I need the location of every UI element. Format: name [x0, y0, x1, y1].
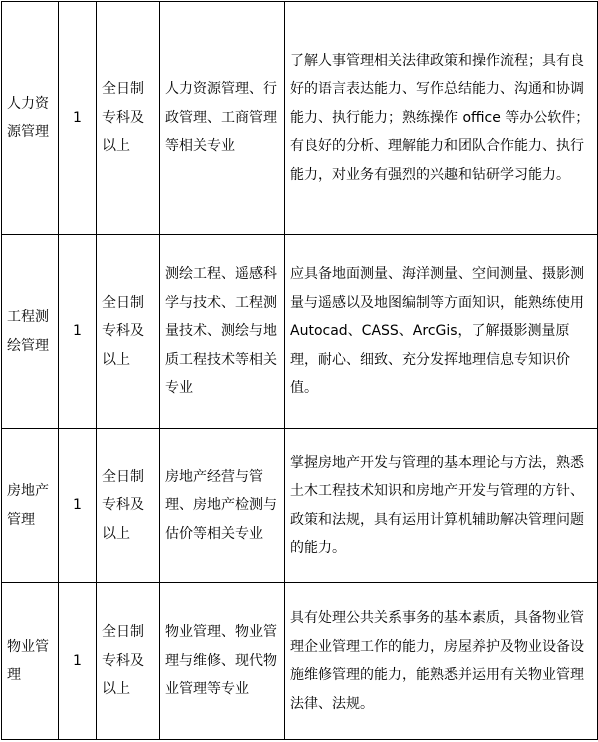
job-requirement: 应具备地面测量、海洋测量、空间测量、摄影测量与遥感以及地图编制等方面知识，能熟练使用 Autocad、CASS、ArcGis，了解摄影测量原理，耐心、细致、充分发挥地理信息专知识价值。 [285, 235, 598, 429]
major-requirement: 物业管理、物业管理与维修、现代物业管理等专业 [160, 583, 285, 740]
major-requirement: 测绘工程、遥感科学与技术、工程测量技术、测绘与地质工程技术等相关专业 [160, 235, 285, 429]
position-title: 工程测绘管理 [2, 235, 59, 429]
education-requirement: 全日制专科及以上 [97, 429, 160, 583]
position-title: 物业管理 [2, 583, 59, 740]
headcount: 1 [59, 235, 97, 429]
job-requirement: 了解人事管理相关法律政策和操作流程；具有良好的语言表达能力、写作总结能力、沟通和协调能力、执行能力；熟练操作 office 等办公软件；有良好的分析、理解能力和团队合作能力、执行能力，对业务有强烈的兴趣和钻研学习能力。 [285, 2, 598, 235]
table-row [2, 429, 598, 583]
position-title: 人力资源管理 [2, 2, 59, 235]
job-requirement: 具有处理公共关系事务的基本素质，具备物业管理企业管理工作的能力，房屋养护及物业设备设施维修管理的能力，能熟悉并运用有关物业管理法律、法规。 [285, 583, 598, 740]
education-requirement: 全日制专科及以上 [97, 2, 160, 235]
job-requirements-table [1, 1, 598, 740]
table-row [2, 235, 598, 429]
headcount: 1 [59, 2, 97, 235]
table-row [2, 2, 598, 235]
job-requirement: 掌握房地产开发与管理的基本理论与方法，熟悉土木工程技术知识和房地产开发与管理的方针、政策和法规，具有运用计算机辅助解决管理问题的能力。 [285, 429, 598, 583]
education-requirement: 全日制专科及以上 [97, 583, 160, 740]
major-requirement: 人力资源管理、行政管理、工商管理等相关专业 [160, 2, 285, 235]
headcount: 1 [59, 429, 97, 583]
position-title: 房地产管理 [2, 429, 59, 583]
major-requirement: 房地产经营与管理、房地产检测与估价等相关专业 [160, 429, 285, 583]
headcount: 1 [59, 583, 97, 740]
table-row [2, 583, 598, 740]
education-requirement: 全日制专科及以上 [97, 235, 160, 429]
